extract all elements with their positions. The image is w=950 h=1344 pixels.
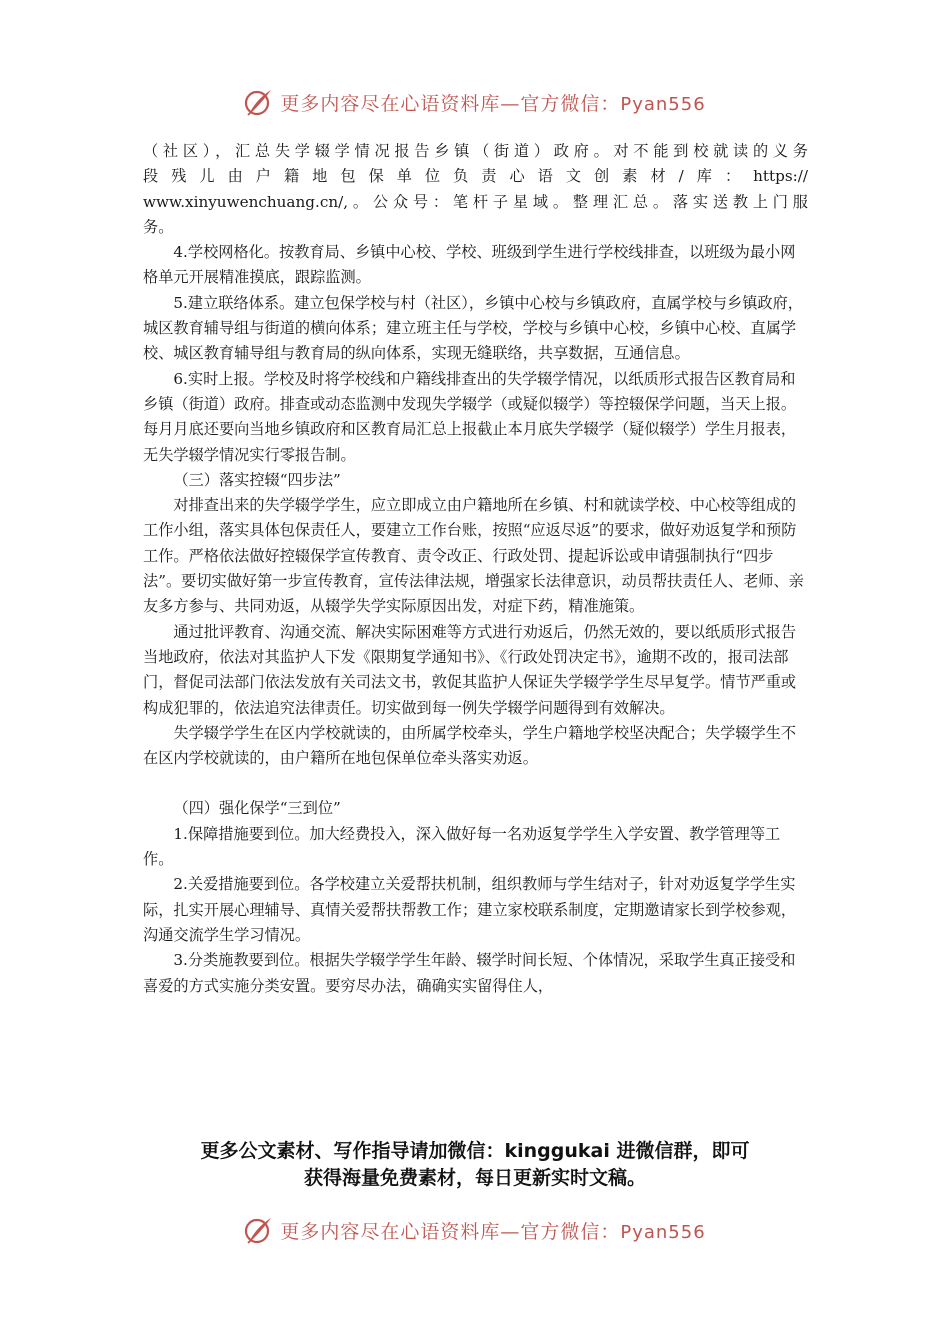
section-heading: （三）落实控辍“四步法”	[173, 470, 341, 489]
paragraph: 失学辍学学生在区内学校就读的，由所属学校牵头，学生户籍地学校坚决配合；失学辍学生不在区内学校就读的，由户籍所在地包保单位牵头落实劝返。	[143, 723, 797, 768]
header-banner-main: 更多内容尽在心语资料库	[280, 92, 501, 115]
paragraph: 6.实时上报。学校及时将学校线和户籍线排查出的失学辍学情况，以纸质形式报告区教育局和乡镇（街道）政府。排查或动态监测中发现失学辍学（或疑似辍学）等控辍保学问题，当天上报。每月月底还要向当地乡镇政府和区教育局汇总上报截止本月底失学辍学（疑似辍学）学生月报表，无失学辍学情况实行零报告制。	[143, 369, 797, 464]
header-banner-suffix: 官方微信：	[520, 92, 621, 115]
header-banner	[0, 82, 950, 122]
paragraph: 1.保障措施要到位。加大经费投入，深入做好每一名劝返复学学生入学安置、教学管理等工作。	[143, 824, 781, 869]
quill-logo-icon	[244, 87, 274, 117]
paragraph: 通过批评教育、沟通交流、解决实际困难等方式进行劝返后，仍然无效的，要以纸质形式报告当地政府，依法对其监护人下发《限期复学通知书》、《行政处罚决定书》，逾期不改的，报司法部门，督促司法部门依法发放有关司法文书，敦促其监护人保证失学辍学学生尽早复学。情节严重或构成犯罪的，依法追究法律责任。切实做到每一例失学辍学问题得到有效解决。	[143, 622, 797, 717]
footer-banner-text	[280, 1217, 705, 1244]
document-body	[143, 139, 808, 999]
paragraph: 3.分类施教要到位。根据失学辍学学生年龄、辍学时间长短、个体情况，采取学生真正接受和喜爱的方式实施分类安置。要穷尽办法，确确实实留得住人，	[143, 951, 796, 995]
footer-banner-wechat-id: Pyan556	[620, 1221, 706, 1243]
footer-banner	[0, 1210, 950, 1250]
header-banner-wechat-id: Pyan556	[620, 93, 706, 115]
paragraph: 2.关爱措施要到位。各学校建立关爱帮扶机制，组织教师与学生结对子，针对劝返复学学生实际，扎实开展心理辅导、真情关爱帮扶帮教工作；建立家校联系制度，定期邀请家长到学校参观，沟通交流学生学习情况。	[143, 875, 797, 944]
promo-line-1: 更多公文素材、写作指导请加微信：kinggukai 进微信群，即可	[200, 1140, 750, 1162]
paragraph-line: 段残儿由户籍地包保单位负责心语文创素材/库：https://	[143, 167, 808, 186]
section-heading: （四）强化保学“三到位”	[173, 799, 341, 818]
quill-logo-icon	[244, 1215, 274, 1245]
footer-banner-separator: —	[500, 1220, 521, 1243]
paragraph-line: www.xinyuwenchuang.cn/,。公众号：笔杆子星域。整理汇总。落实送教上门服	[143, 192, 808, 211]
blank-line	[143, 771, 808, 796]
footer-banner-main: 更多内容尽在心语资料库	[280, 1220, 501, 1243]
paragraph: 对排查出来的失学辍学学生，应立即成立由户籍地所在乡镇、村和就读学校、中心校等组成的工作小组，落实具体包保责任人，要建立工作台账，按照“应返尽返”的要求，做好劝返复学和预防工作。严格依法做好控辍保学宣传教育、责令改正、行政处罚、提起诉讼或申请强制执行“四步法”。要切实做好第一步宣传教育，宣传法律法规，增强家长法律意识，动员帮扶责任人、老师、亲友多方参与、共同劝返，从辍学失学实际原因出发，对症下药，精准施策。	[143, 496, 804, 616]
paragraph: 5.建立联络体系。建立包保学校与村（社区），乡镇中心校与乡镇政府，直属学校与乡镇政府，城区教育辅导组与街道的横向体系；建立班主任与学校，学校与乡镇中心校，乡镇中心校、直属学校、城区教育辅导组与教育局的纵向体系，实现无缝联络，共享数据，互通信息。	[143, 293, 803, 363]
footer-banner-suffix: 官方微信：	[520, 1220, 621, 1243]
paragraph: 4.学校网格化。按教育局、乡镇中心校、学校、班级到学生进行学校线排查，以班级为最小网格单元开展精准摸底，跟踪监测。	[143, 243, 796, 287]
promo-notice	[0, 1138, 950, 1192]
paragraph-line: 务。	[143, 217, 174, 236]
paragraph-line: （社区），汇总失学辍学情况报告乡镇（街道）政府。对不能到校就读的义务	[143, 142, 808, 160]
promo-line-2: 获得海量免费素材，每日更新实时文稿。	[303, 1167, 646, 1189]
header-banner-separator: —	[500, 92, 521, 115]
header-banner-text	[280, 89, 705, 116]
